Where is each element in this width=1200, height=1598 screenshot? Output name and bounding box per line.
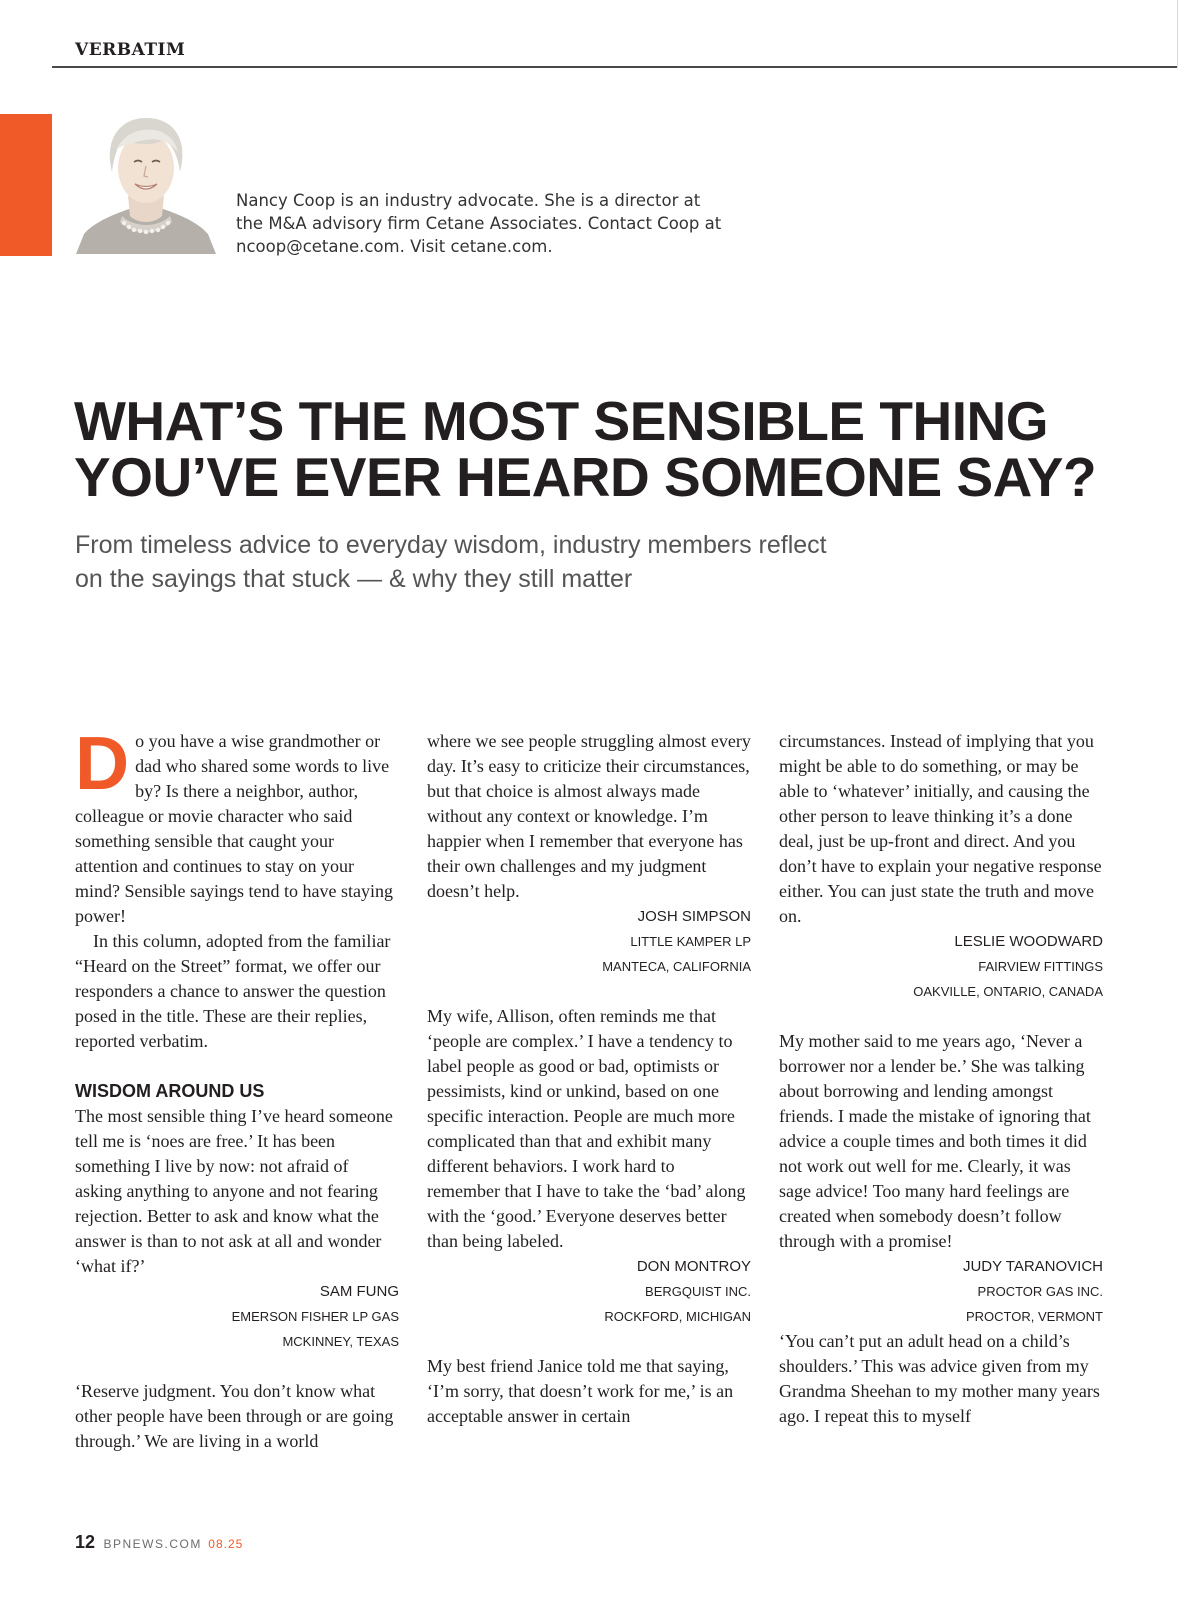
quote-text: My best friend Janice told me that saying, ‘I’m sorry, that doesn’t work for me,’ is an acceptable answer in certain: [427, 1356, 734, 1426]
deck-line: on the sayings that stuck — & why they still matter: [75, 565, 633, 593]
attribution-company: PROCTOR GAS INC.: [977, 1284, 1103, 1299]
attribution-location: OAKVILLE, ONTARIO, CANADA: [913, 984, 1103, 999]
attribution-location: ROCKFORD, MICHIGAN: [604, 1309, 751, 1324]
author-bio-line: Nancy Coop is an industry advocate. She is a director at: [236, 191, 701, 210]
quote-text: circumstances. Instead of implying that you might be able to do something, or may be able to ‘whatever’ initially, and causing the other person to leave thinking it’s a done deal, just be up-front and direct. And you don’t have to explain your negative response either. You can just state the truth and move on.: [779, 731, 1102, 926]
deck: [75, 528, 875, 596]
quote-text: ‘Reserve judgment. You don’t know what other people have been through or are going through.’ We are living in a world: [75, 1381, 394, 1451]
attribution: [779, 929, 1103, 1004]
deck-line: From timeless advice to everyday wisdom, industry members reflect: [75, 531, 827, 559]
intro-paragraph: [75, 721, 399, 929]
header-rule: [52, 66, 1178, 68]
drop-cap: D: [75, 721, 130, 805]
attribution-name: JOSH SIMPSON: [637, 908, 751, 925]
quote-text: ‘You can’t put an adult head on a child’s shoulders.’ This was advice given from my Grandma Sheehan to my mother many years ago. I repeat this to myself: [779, 1331, 1100, 1426]
headline-line: WHAT’S THE MOST SENSIBLE THING: [74, 390, 1048, 452]
attribution-location: MCKINNEY, TEXAS: [282, 1334, 399, 1349]
intro-text: o you have a wise grandmother or dad who shared some words to live by? Is there a neighbor, author, colleague or movie character who said something sensible that caught your attention and continues to stay on your mind? Sensible sayings tend to have staying power!: [75, 731, 393, 926]
author-bio-line: ncoop@cetane.com. Visit cetane.com.: [236, 237, 553, 256]
author-bio: [236, 189, 736, 258]
column-3: [779, 729, 1103, 1429]
attribution: [779, 1254, 1103, 1329]
attribution-name: SAM FUNG: [319, 1283, 399, 1300]
attribution-company: EMERSON FISHER LP GAS: [231, 1309, 399, 1324]
headline-line: YOU’VE EVER HEARD SOMEONE SAY?: [74, 446, 1097, 508]
quote-text: My wife, Allison, often reminds me that ‘people are complex.’ I have a tendency to label people as good or bad, optimists or pessimists, kind or unkind, based on one specific interaction. People are much more complicated than that and exhibit many different behaviors. I work hard to remember that I have to take the ‘bad’ along with the ‘good.’ Everyone deserves better than being labeled.: [427, 1006, 746, 1251]
column-1: [75, 721, 399, 1454]
attribution: [427, 904, 751, 979]
footer-site: BPNEWS.COM: [103, 1537, 202, 1551]
attribution: [427, 1254, 751, 1329]
intro-paragraph-2: In this column, adopted from the familiar “Heard on the Street” format, we offer our responders a chance to answer the question posed in the title. These are their replies, reported verbatim.: [75, 931, 391, 1051]
accent-tab: [0, 114, 52, 256]
attribution-company: LITTLE KAMPER LP: [630, 934, 751, 949]
quote-text: My mother said to me years ago, ‘Never a borrower nor a lender be.’ She was talking about borrowing and lending amongst friends. I made the mistake of ignoring that advice a couple times and both times it did not work out well for me. Clearly, it was sage advice! Too many hard feelings are created when somebody doesn’t follow through with a promise!: [779, 1031, 1091, 1251]
attribution-location: PROCTOR, VERMONT: [966, 1309, 1103, 1324]
page-edge-rule: [1177, 0, 1178, 68]
quote-text: where we see people struggling almost every day. It’s easy to criticize their circumstances, but that choice is almost always made without any context or knowledge. I’m happier when I remember that everyone has their own challenges and my judgment doesn’t help.: [427, 731, 751, 901]
attribution-name: DON MONTROY: [636, 1258, 751, 1275]
quote-text: The most sensible thing I’ve heard someone tell me is ‘noes are free.’ It has been something I live by now: not afraid of asking anything to anyone and not fearing rejection. Better to ask and know what the answer is than to not ask at all and wonder ‘what if?’: [75, 1106, 393, 1276]
column-2: [427, 729, 751, 1429]
attribution-company: BERGQUIST INC.: [645, 1284, 751, 1299]
author-portrait: [76, 112, 216, 254]
headline: [74, 390, 1134, 508]
attribution-name: JUDY TARANOVICH: [962, 1258, 1103, 1275]
subhead: WISDOM AROUND US: [75, 1081, 265, 1101]
attribution-location: MANTECA, CALIFORNIA: [602, 959, 751, 974]
footer-issue: 08.25: [208, 1537, 244, 1551]
attribution-name: LESLIE WOODWARD: [954, 933, 1103, 950]
page-number: 12: [75, 1532, 96, 1552]
attribution: [75, 1279, 399, 1354]
page-footer: [75, 1532, 243, 1553]
author-bio-line: the M&A advisory firm Cetane Associates. Contact Coop at: [236, 214, 722, 233]
attribution-company: FAIRVIEW FITTINGS: [978, 959, 1103, 974]
section-label: VERBATIM: [75, 40, 186, 60]
